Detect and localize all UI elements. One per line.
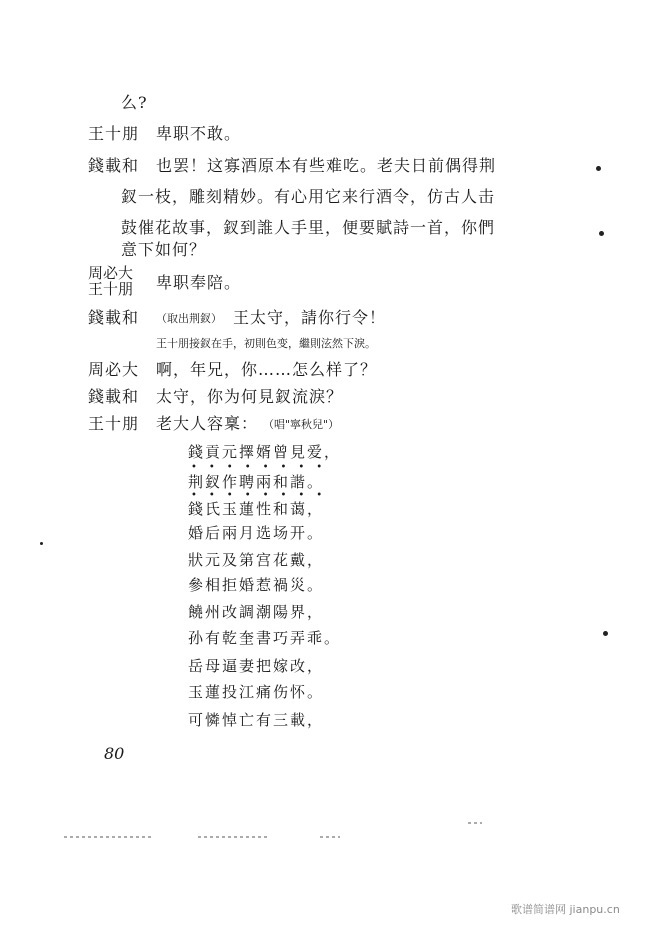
verse-line: 狀元及第宫花戴， bbox=[188, 551, 325, 569]
verse-line: 孙有乾奎書巧弄乖。 bbox=[188, 629, 342, 647]
watermark: 歌谱简谱网 jianpu.cn bbox=[511, 903, 620, 916]
scan-speck bbox=[40, 542, 43, 545]
dialogue-line-10: 太守，你为何見釵流淚？ bbox=[156, 387, 344, 406]
verse-line: 玉蓮投江痛伤怀。 bbox=[188, 683, 325, 701]
verse-line: 錢氏玉蓮性和蔼， bbox=[188, 500, 325, 518]
verse-line: 錢貢元擇婿曾見爱， bbox=[188, 443, 342, 461]
speaker-wang-shipeng: 王十朋 bbox=[88, 124, 140, 143]
emphasis-dots: •••••••• bbox=[191, 462, 335, 473]
verse-line: 岳母逼妻把嫁改， bbox=[188, 657, 325, 675]
scan-artifact bbox=[64, 836, 154, 838]
speaker-qian-zaihe: 錢載和 bbox=[88, 308, 140, 327]
scan-speck bbox=[603, 631, 608, 636]
scan-artifact bbox=[320, 836, 340, 838]
dialogue-line-4: 鼓催花故事，釵到誰人手里，便要賦詩一首，你們 bbox=[121, 218, 496, 237]
dialogue-line-9: 啊，年兄，你……怎么样了？ bbox=[156, 360, 378, 379]
verse-line: 婚后兩月选场开。 bbox=[188, 524, 325, 542]
scan-speck bbox=[596, 166, 601, 171]
dialogue-line-3: 釵一枝，雕刻精妙。有心用它来行酒令，仿古人击 bbox=[121, 187, 496, 206]
dialogue-line-7: 王太守，請你行令！ bbox=[233, 308, 387, 327]
stage-direction: （取出荆釵） bbox=[156, 312, 222, 325]
speaker-wang-shipeng: 王十朋 bbox=[88, 414, 140, 433]
speaker-wang-shipeng: 王十朋 bbox=[88, 280, 134, 298]
verse-line: 參相拒婚惹禍災。 bbox=[188, 576, 325, 594]
verse-line: 可憐悼亡有三載， bbox=[188, 711, 325, 729]
dialogue-line-5: 意下如何？ bbox=[121, 240, 207, 259]
scan-artifact bbox=[468, 822, 482, 824]
verse-line: 饒州改調潮陽界， bbox=[188, 603, 325, 621]
speaker-qian-zaihe: 錢載和 bbox=[88, 387, 140, 406]
scan-artifact bbox=[198, 836, 270, 838]
dialogue-line-11: 老大人容稟： bbox=[156, 414, 259, 433]
dialogue-line-2: 也罢！这寡酒原本有些难吃。老夫日前偶得荆 bbox=[156, 156, 497, 175]
verse-line: 荆釵作聘兩和諧。 bbox=[188, 473, 325, 491]
page-number: 80 bbox=[104, 744, 125, 763]
speaker-zhou-bida: 周必大 bbox=[88, 264, 134, 282]
speaker-qian-zaihe: 錢載和 bbox=[88, 156, 140, 175]
text-line-0: 么? bbox=[121, 93, 148, 112]
aria-note: （唱"寧秋兒"） bbox=[263, 418, 340, 431]
scan-speck bbox=[599, 231, 604, 236]
dialogue-line-6: 卑职奉陪。 bbox=[156, 273, 242, 292]
dialogue-line-1: 卑职不敢。 bbox=[156, 124, 242, 143]
speaker-zhou-bida: 周必大 bbox=[88, 360, 140, 379]
stage-direction: 王十朋接釵在手，初則色变，繼則泫然下淚。 bbox=[156, 337, 376, 350]
emphasis-dots: •••••••• bbox=[191, 490, 335, 501]
